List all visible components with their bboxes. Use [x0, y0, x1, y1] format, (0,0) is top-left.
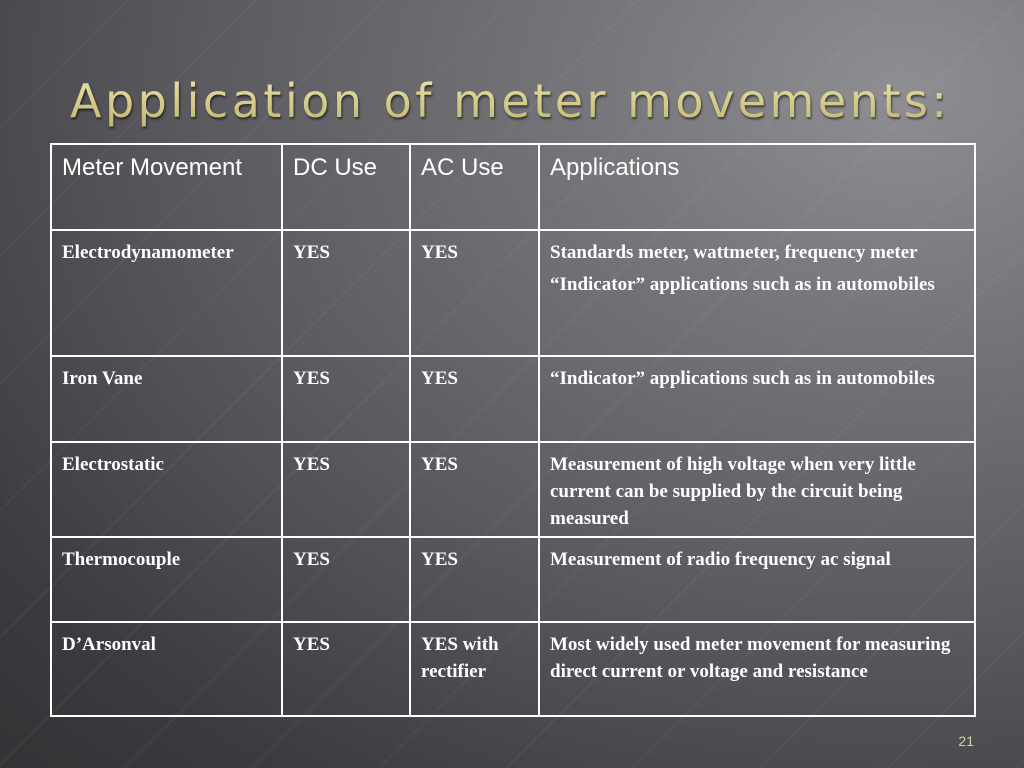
cell-applications — [539, 622, 975, 716]
cell-movement: Electrostatic — [51, 442, 282, 537]
table-header-row — [51, 144, 975, 230]
meter-movements-table — [50, 143, 976, 717]
cell-ac-use: YES with rectifier — [410, 622, 539, 716]
table-row — [51, 356, 975, 442]
application-line: “Indicator” applications such as in automobiles — [550, 274, 935, 295]
cell-ac-use: YES — [410, 230, 539, 356]
cell-movement: D’Arsonval — [51, 622, 282, 716]
table-row — [51, 537, 975, 622]
cell-applications — [539, 230, 975, 356]
cell-applications — [539, 356, 975, 442]
header-meter-movement: Meter Movement — [51, 144, 282, 230]
cell-dc-use: YES — [282, 442, 410, 537]
cell-dc-use: YES — [282, 230, 410, 356]
cell-ac-use: YES — [410, 356, 539, 442]
cell-applications — [539, 537, 975, 622]
cell-movement: Iron Vane — [51, 356, 282, 442]
table-row — [51, 230, 975, 356]
header-applications: Applications — [539, 144, 975, 230]
cell-dc-use: YES — [282, 622, 410, 716]
slide-title: Application of meter movements: — [70, 66, 990, 136]
cell-dc-use: YES — [282, 356, 410, 442]
table-row — [51, 442, 975, 537]
cell-movement: Electrodynamometer — [51, 230, 282, 356]
table-row — [51, 622, 975, 716]
cell-ac-use: YES — [410, 442, 539, 537]
header-dc-use: DC Use — [282, 144, 410, 230]
application-line: “Indicator” applications such as in automobiles — [550, 368, 935, 389]
page-number: 21 — [958, 733, 974, 749]
application-line: Measurement of high voltage when very little current can be supplied by the circuit being measured — [550, 454, 916, 529]
header-ac-use: AC Use — [410, 144, 539, 230]
cell-applications — [539, 442, 975, 537]
cell-movement: Thermocouple — [51, 537, 282, 622]
application-line: Measurement of radio frequency ac signal — [550, 549, 891, 570]
application-line: Most widely used meter movement for measuring direct current or voltage and resistance — [550, 634, 951, 682]
application-line: Standards meter, wattmeter, frequency meter — [550, 242, 918, 263]
cell-dc-use: YES — [282, 537, 410, 622]
cell-ac-use: YES — [410, 537, 539, 622]
